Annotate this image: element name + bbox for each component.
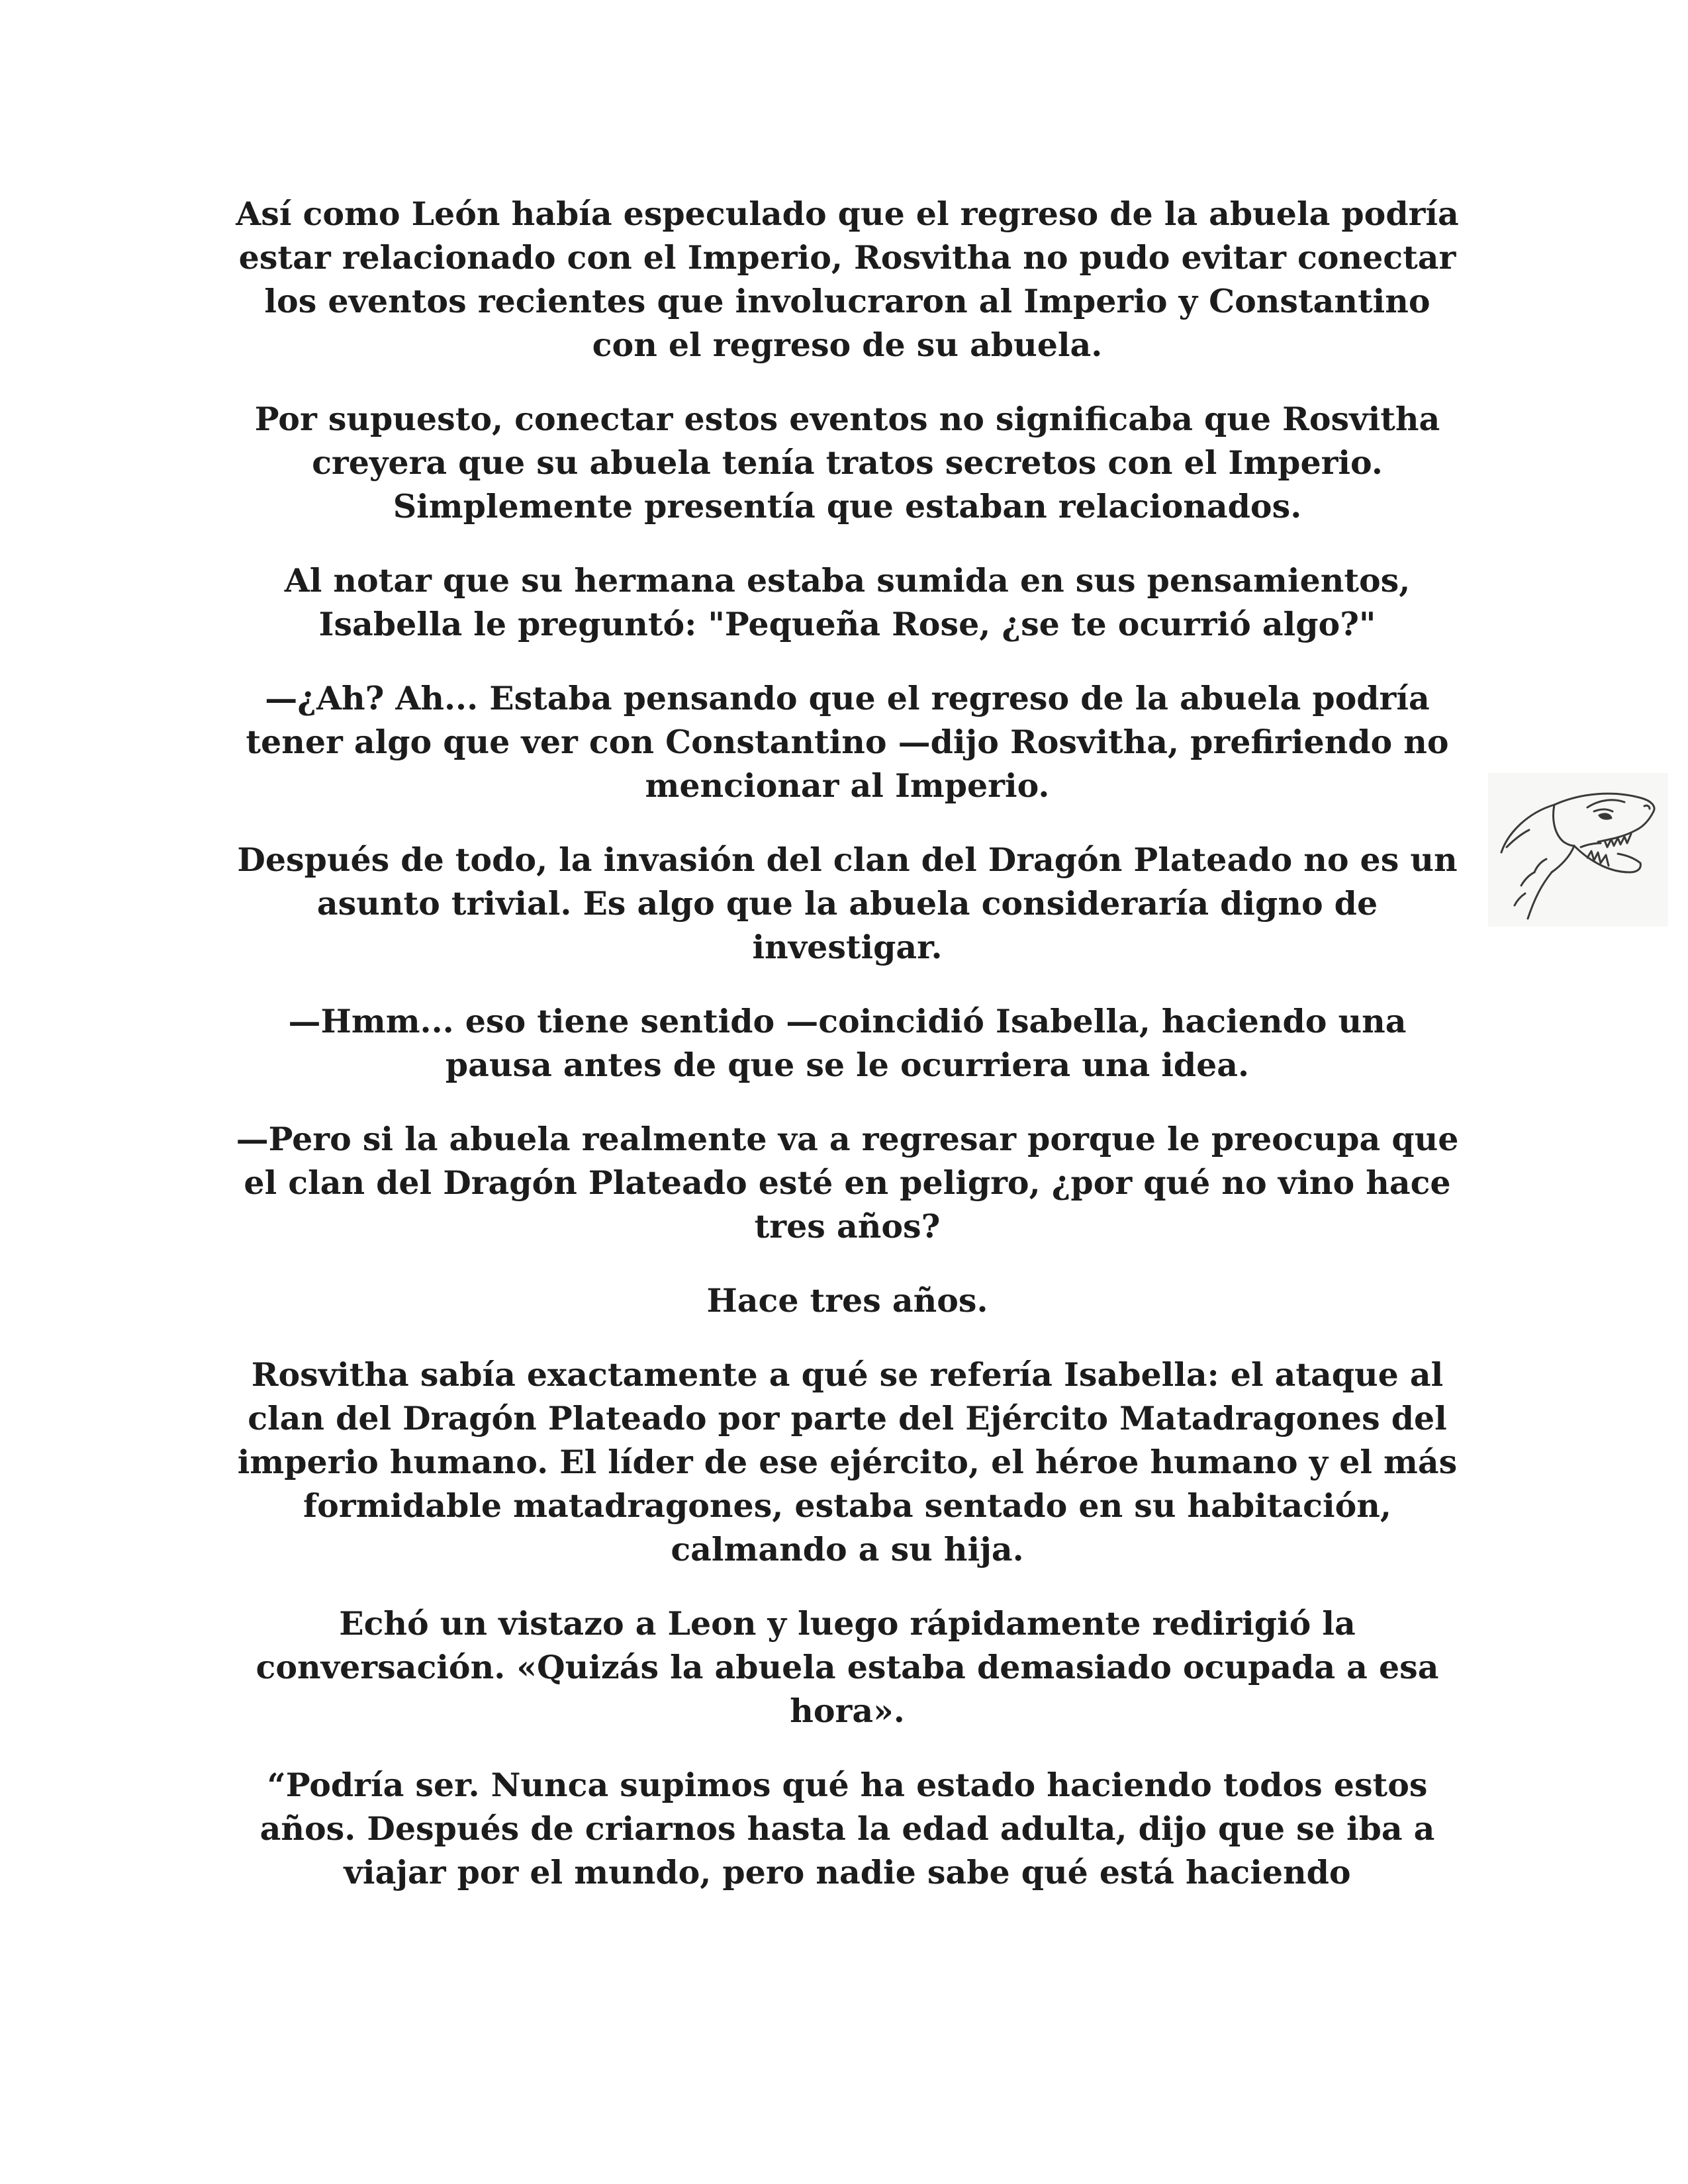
paragraph-7: —Pero si la abuela realmente va a regresar porque le preocupa que el clan del Dragón Plateado esté en peligro, ¿por qué no vino hace tres años? bbox=[236, 1120, 1459, 1246]
paragraph-10: Echó un vistazo a Leon y luego rápidamente redirigió la conversación. «Quizás la abuela estaba demasiado ocupada a esa hora». bbox=[256, 1604, 1439, 1730]
paragraph-3: Al notar que su hermana estaba sumida en sus pensamientos, Isabella le preguntó: "Pequeña Rose, ¿se te ocurrió algo?" bbox=[284, 561, 1411, 643]
paragraph-8: Hace tres años. bbox=[706, 1281, 988, 1320]
dragon-head-sketch-icon bbox=[1488, 773, 1668, 927]
paragraph-4: —¿Ah? Ah... Estaba pensando que el regreso de la abuela podría tener algo que ver con Constantino —dijo Rosvitha, prefiriendo no mencionar al Imperio. bbox=[246, 679, 1449, 805]
paragraph-9: Rosvitha sabía exactamente a qué se refería Isabella: el ataque al clan del Dragón Plateado por parte del Ejército Matadragones del imperio humano. El líder de ese ejército, el héroe humano y el más formidable matadragones, estaba sentado en su habitación, calmando a su hija. bbox=[237, 1355, 1458, 1569]
paragraph-6: —Hmm... eso tiene sentido —coincidió Isabella, haciendo una pausa antes de que se le ocurriera una idea. bbox=[288, 1002, 1407, 1084]
paragraph-11: “Podría ser. Nunca supimos qué ha estado haciendo todos estos años. Después de criarnos hasta la edad adulta, dijo que se iba a viajar por el mundo, pero nadie sabe qué está haciendo bbox=[259, 1766, 1435, 1891]
paragraph-2: Por supuesto, conectar estos eventos no significaba que Rosvitha creyera que su abuela tenía tratos secretos con el Imperio. Simplemente presentía que estaban relacionados. bbox=[254, 400, 1440, 525]
paragraph-1: Así como León había especulado que el regreso de la abuela podría estar relacionado con el Imperio, Rosvitha no pudo evitar conectar los eventos recientes que involucraron al Imperio y Constantino con el regreso de su abuela. bbox=[236, 195, 1459, 364]
document-body bbox=[232, 192, 1463, 1925]
paragraph-5: Después de todo, la invasión del clan del Dragón Plateado no es un asunto trivial. Es algo que la abuela consideraría digno de investigar. bbox=[237, 841, 1458, 966]
